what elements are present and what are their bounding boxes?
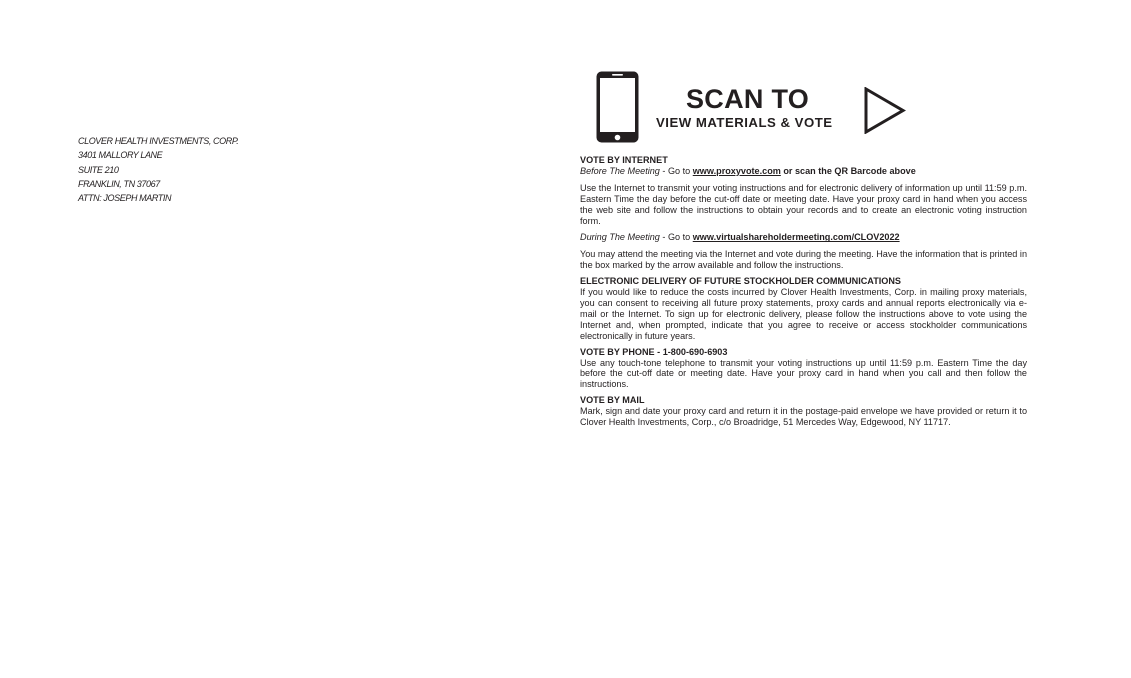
address-city-state-zip: FRANKLIN, TN 37067 [78, 178, 160, 189]
play-arrow-icon [864, 87, 906, 134]
during-meeting-label: During The Meeting [580, 232, 660, 243]
address-street: 3401 MALLORY LANE [78, 150, 163, 161]
electronic-delivery-heading: ELECTRONIC DELIVERY OF FUTURE STOCKHOLDER COMMUNICATIONS [580, 276, 901, 287]
before-meeting-body: Use the Internet to transmit your voting instructions and for electronic delivery of information up until 11:59 p.m. Eastern Time the day before the cut-off date or meeting date. Have your proxy card in hand when you access the web site and follow the instructions to obtain your records and to create an electronic voting instruction form. [580, 182, 1027, 226]
before-goto-text: - Go to [659, 165, 693, 176]
scan-subtitle: VIEW MATERIALS & VOTE [656, 115, 833, 130]
vote-phone-heading: VOTE BY PHONE - 1-800-690-6903 [580, 346, 728, 357]
vote-internet-heading: VOTE BY INTERNET [580, 155, 668, 165]
address-attention: ATTN: JOSEPH MARTIN [78, 193, 172, 204]
during-meeting-line [580, 232, 1027, 243]
smartphone-icon [595, 70, 640, 144]
vote-phone-body: Use any touch-tone telephone to transmit your voting instructions up until 11:59 p.m. Eastern Time the day before the cut-off date or meeting date. Have your proxy card in hand when you call and then follow the instructions. [580, 357, 1027, 390]
voting-instructions [580, 155, 1027, 428]
vote-mail-heading: VOTE BY MAIL [580, 395, 645, 406]
vote-mail-body: Mark, sign and date your proxy card and return it in the postage-paid envelope we have provided or return it to Clover Health Investments, Corp., c/o Broadridge, 51 Mercedes Way, Edgewood, NY 11717. [580, 406, 1027, 428]
before-meeting-line [580, 166, 1027, 177]
virtual-meeting-link[interactable]: www.virtualshareholdermeeting.com/CLOV2022 [692, 232, 900, 243]
during-meeting-body: You may attend the meeting via the Internet and vote during the meeting. Have the information that is printed in the box marked by the arrow available and follow the instructions. [580, 249, 1027, 271]
before-meeting-label: Before The Meeting [580, 165, 660, 176]
proxyvote-link[interactable]: www.proxyvote.com [692, 165, 781, 176]
mailing-address [78, 134, 238, 205]
scan-title: SCAN TO [686, 84, 810, 114]
electronic-delivery-body: If you would like to reduce the costs incurred by Clover Health Investments, Corp. in mailing proxy materials, you can consent to receiving all future proxy statements, proxy cards and annual reports electronically via e-mail or the Internet. To sign up for electronic delivery, please follow the instructions above to vote using the Internet and, when prompted, indicate that you agree to receive or access stockholder communications electronically in future years. [580, 287, 1027, 341]
address-suite: SUITE 210 [78, 164, 119, 175]
before-qr-text: or scan the QR Barcode above [780, 165, 916, 176]
during-goto-text: - Go to [659, 232, 693, 243]
address-company: CLOVER HEALTH INVESTMENTS, CORP. [78, 136, 239, 146]
